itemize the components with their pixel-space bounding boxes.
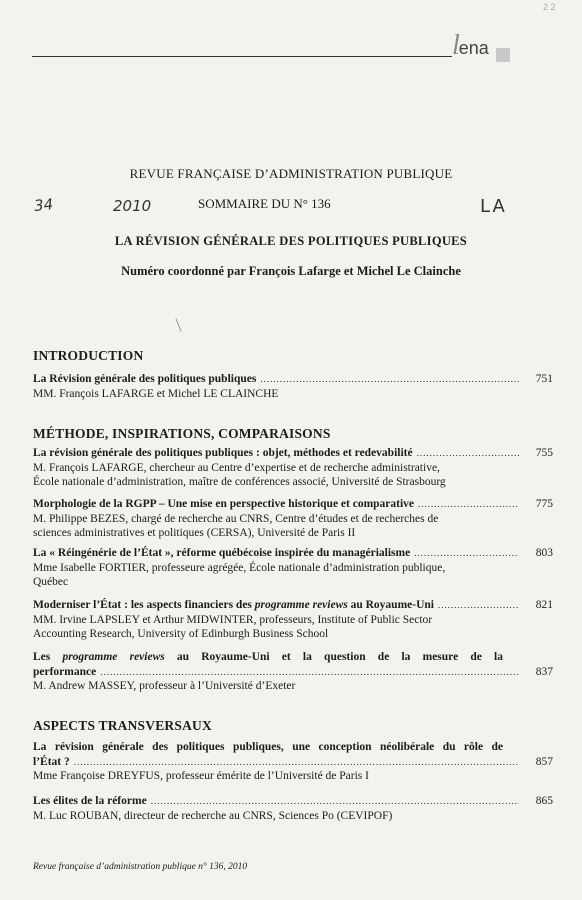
leader-dots	[100, 665, 519, 680]
leader-dots	[414, 546, 519, 561]
entry-title: Morphologie de la RGPP – Une mise en perspective historique et comparative	[33, 498, 415, 510]
entry-authors: École nationale d’administration, maître de conférences associé, Université de Strasbourg	[33, 476, 446, 488]
page-number: 821	[535, 599, 553, 611]
entry-authors: M. Luc ROUBAN, directeur de recherche au CNRS, Sciences Po (CEVIPOF)	[33, 809, 393, 822]
page-number: 755	[535, 447, 553, 459]
logo-square	[496, 48, 510, 62]
handwritten-number: 34	[33, 195, 54, 215]
page-number: 803	[535, 547, 553, 559]
leader-dots	[438, 598, 519, 613]
entry-title-line2: l’État ?	[33, 755, 70, 768]
page-footer: Revue française d’administration publique n° 136, 2010	[33, 862, 248, 872]
toc-entry[interactable]	[33, 598, 553, 642]
entry-title-italic: programme reviews	[62, 651, 165, 663]
entry-title-part: au Royaume-Uni et la question de la mesure de la	[164, 651, 504, 663]
toc-entry[interactable]	[33, 650, 553, 694]
toc-entry[interactable]	[33, 497, 553, 541]
toc-entry[interactable]	[33, 740, 553, 784]
entry-title	[33, 650, 503, 665]
corner-mark: 2 2	[543, 2, 556, 12]
entry-authors: M. François LAFARGE, chercheur au Centre d’expertise et de recherche administrative,	[33, 461, 440, 474]
logo-text: ena	[458, 38, 489, 58]
entry-authors: M. Philippe BEZES, chargé de recherche au CNRS, Centre d’études et de recherches de	[33, 512, 439, 525]
entry-authors: MM. François LAFARGE et Michel LE CLAINCHE	[33, 387, 279, 400]
leader-dots	[260, 372, 519, 387]
entry-authors: Mme Françoise DREYFUS, professeur émérite de l’Université de Paris I	[33, 770, 369, 782]
page-number: 865	[535, 795, 553, 807]
section-heading-introduction: INTRODUCTION	[33, 348, 144, 363]
leader-dots	[417, 446, 519, 461]
header-rule	[32, 56, 452, 57]
logo-script-l: l	[452, 30, 459, 61]
entry-title: La « Réingénérie de l’État », réforme québécoise inspirée du managérialisme	[33, 547, 411, 559]
stray-pen-mark	[175, 318, 181, 331]
entry-title: Les élites de la réforme	[33, 795, 147, 807]
leader-dots	[151, 794, 519, 809]
section-heading-methode: MÉTHODE, INSPIRATIONS, COMPARAISONS	[33, 426, 331, 441]
entry-authors: M. Andrew MASSEY, professeur à l’Université d’Exeter	[33, 680, 296, 692]
entry-authors: sciences administratives et politiques (CERSA), Université de Paris II	[33, 527, 356, 539]
entry-title	[33, 598, 434, 613]
entry-title: La Révision générale des politiques publiques	[33, 373, 257, 385]
toc-entry[interactable]	[33, 372, 553, 401]
handwritten-year: 2010	[113, 197, 152, 215]
entry-authors: Québec	[33, 576, 69, 588]
coordinators-line: Numéro coordonné par François Lafarge et Michel Le Clainche	[121, 264, 461, 278]
entry-title-italic: programme reviews	[254, 599, 348, 611]
toc-entry[interactable]	[33, 446, 553, 490]
issue-summary-title: SOMMAIRE DU N° 136	[198, 196, 331, 211]
entry-title: La révision générale des politiques publiques : objet, méthodes et redevabilité	[33, 447, 413, 459]
page-number: 857	[535, 755, 553, 768]
entry-title-part: au Royaume-Uni	[347, 599, 434, 611]
issue-theme-title: LA RÉVISION GÉNÉRALE DES POLITIQUES PUBLIQUES	[114, 234, 468, 248]
leader-dots	[418, 497, 519, 512]
entry-title-part: Les	[33, 651, 63, 663]
entry-title-line2: performance	[33, 665, 97, 678]
toc-entry[interactable]	[33, 794, 553, 823]
section-heading-aspects: ASPECTS TRANSVERSAUX	[33, 718, 212, 733]
entry-authors: Mme Isabelle FORTIER, professeure agrégée, École nationale d’administration publique,	[33, 561, 446, 574]
page-number: 751	[535, 373, 553, 385]
page-number: 837	[535, 665, 553, 678]
handwritten-initials: LA	[480, 196, 507, 217]
toc-entry[interactable]	[33, 546, 553, 590]
entry-authors: Accounting Research, University of Edinburgh Business School	[33, 628, 329, 640]
entry-title-part: Moderniser l’État : les aspects financiers des	[33, 599, 255, 611]
entry-title: La révision générale des politiques publiques, une conception néolibérale du rôle de	[33, 741, 503, 753]
leader-dots	[74, 755, 519, 770]
journal-title: REVUE FRANÇAISE D’ADMINISTRATION PUBLIQUE	[129, 166, 453, 181]
entry-authors: MM. Irvine LAPSLEY et Arthur MIDWINTER, professeurs, Institute of Public Sector	[33, 613, 433, 626]
ena-logo	[452, 30, 489, 62]
page-number: 775	[535, 498, 553, 510]
